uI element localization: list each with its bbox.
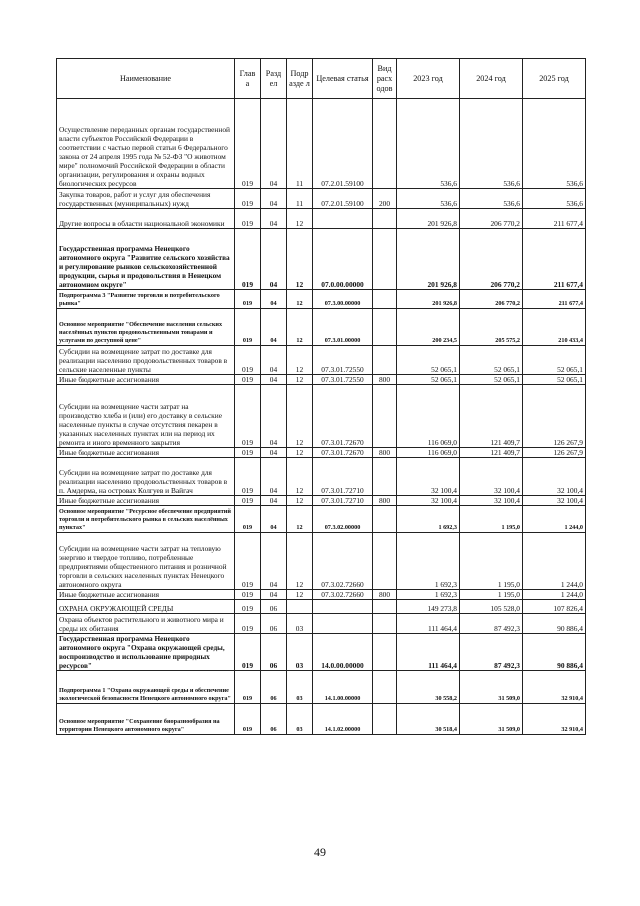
row-razdel: 06 [261,634,287,671]
row-value-2023: 1 692,3 [397,533,460,590]
row-target-article: 14.1.02.00000 [313,704,373,735]
row-expense-type [373,209,397,229]
row-razdel: 04 [261,533,287,590]
row-value-2023: 52 065,1 [397,346,460,375]
row-razdel: 04 [261,385,287,448]
row-value-2024: 105 528,0 [460,600,523,614]
row-name: Иные бюджетные ассигнования [57,496,235,506]
row-value-2025: 1 244,0 [523,506,586,533]
row-razdel: 04 [261,590,287,600]
row-value-2025: 211 677,4 [523,209,586,229]
row-value-2023: 1 692,3 [397,590,460,600]
row-podrazdel: 12 [287,375,313,385]
table-row [57,614,586,634]
table-row [57,533,586,590]
row-value-2024: 206 770,2 [460,290,523,309]
row-podrazdel: 11 [287,189,313,209]
row-expense-type [373,600,397,614]
row-razdel: 04 [261,189,287,209]
row-razdel: 06 [261,600,287,614]
row-expense-type [373,634,397,671]
row-podrazdel: 12 [287,229,313,290]
row-expense-type: 800 [373,375,397,385]
row-podrazdel: 11 [287,99,313,189]
table-row [57,671,586,704]
row-value-2024: 87 492,3 [460,634,523,671]
row-value-2025: 1 244,0 [523,590,586,600]
row-expense-type [373,458,397,496]
row-razdel: 04 [261,346,287,375]
table-row [57,99,586,189]
table-row [57,704,586,735]
row-expense-type [373,704,397,735]
row-name: Охрана объектов растительного и животного мира и среды их обитания [57,614,235,634]
table-row [57,229,586,290]
row-podrazdel: 12 [287,290,313,309]
row-expense-type: 200 [373,189,397,209]
row-name: Субсидии на возмещение затрат по доставке для реализации населению продовольственных товаров в сельские населенные пункты [57,346,235,375]
row-name: Закупка товаров, работ и услуг для обеспечения государственных (муниципальных) нужд [57,189,235,209]
row-value-2025: 211 677,4 [523,290,586,309]
row-name: Иные бюджетные ассигнования [57,375,235,385]
row-glava: 019 [235,590,261,600]
row-target-article [313,600,373,614]
row-razdel: 04 [261,496,287,506]
row-name: Государственная программа Ненецкого автономного округа "Развитие сельского хозяйства и регулирование рынков сельскохозяйственной продукции, сырья и продовольствия в Ненецком автономном округе" [57,229,235,290]
row-target-article [313,614,373,634]
row-glava: 019 [235,458,261,496]
row-podrazdel: 12 [287,590,313,600]
row-razdel: 04 [261,290,287,309]
row-expense-type [373,385,397,448]
row-glava: 019 [235,229,261,290]
row-value-2023: 30 558,2 [397,671,460,704]
row-podrazdel: 03 [287,704,313,735]
table-row [57,458,586,496]
row-name: Основное мероприятие "Ресурсное обеспечение предприятий торговли и потребительского рынка в сельских населённых пунктах" [57,506,235,533]
row-value-2024: 205 575,2 [460,309,523,346]
table-row [57,385,586,448]
row-value-2025: 211 677,4 [523,229,586,290]
table-row [57,346,586,375]
row-podrazdel: 12 [287,385,313,448]
row-value-2024: 32 100,4 [460,496,523,506]
row-expense-type [373,229,397,290]
row-target-article: 07.0.00.00000 [313,229,373,290]
row-razdel: 04 [261,506,287,533]
row-value-2023: 116 069,0 [397,385,460,448]
row-name: Основное мероприятие "Обеспечение населения сельских населённых пунктов продовольственными товарами и услугами по доступной цене" [57,309,235,346]
row-podrazdel: 12 [287,533,313,590]
table-row [57,309,586,346]
table-body [57,99,586,735]
row-target-article: 14.1.00.00000 [313,671,373,704]
table-row [57,290,586,309]
row-value-2025: 52 065,1 [523,375,586,385]
row-razdel: 04 [261,209,287,229]
row-value-2023: 201 926,8 [397,229,460,290]
row-value-2023: 149 273,8 [397,600,460,614]
header-row [57,59,586,99]
row-glava: 019 [235,614,261,634]
row-podrazdel: 12 [287,506,313,533]
row-value-2024: 536,6 [460,189,523,209]
row-expense-type [373,506,397,533]
row-expense-type: 800 [373,496,397,506]
row-value-2023: 201 926,8 [397,209,460,229]
row-value-2024: 121 409,7 [460,385,523,448]
row-target-article: 07.3.00.00000 [313,290,373,309]
row-value-2023: 32 100,4 [397,496,460,506]
row-name: Другие вопросы в области национальной экономики [57,209,235,229]
row-podrazdel [287,600,313,614]
row-value-2025: 126 267,9 [523,448,586,458]
page-number: 49 [314,845,326,859]
row-razdel: 04 [261,458,287,496]
row-target-article: 07.3.01.72670 [313,448,373,458]
row-glava: 019 [235,209,261,229]
row-expense-type [373,671,397,704]
row-expense-type: 800 [373,590,397,600]
row-value-2023: 201 926,8 [397,290,460,309]
row-glava: 019 [235,309,261,346]
table-row [57,506,586,533]
row-razdel: 04 [261,448,287,458]
row-target-article: 07.3.01.72670 [313,385,373,448]
row-value-2023: 116 069,0 [397,448,460,458]
row-value-2025: 107 826,4 [523,600,586,614]
row-value-2024: 121 409,7 [460,448,523,458]
row-podrazdel: 12 [287,448,313,458]
row-value-2023: 536,6 [397,99,460,189]
row-value-2025: 210 433,4 [523,309,586,346]
row-razdel: 04 [261,375,287,385]
header-podrazdel: Подр азде л [287,59,313,99]
row-glava: 019 [235,533,261,590]
row-podrazdel: 03 [287,634,313,671]
row-name: Осуществление переданных органам государственной власти субъектов Российской Федерации в соответствии с частью первой статьи 6 Федерального закона от 24 апреля 1995 года № 52-ФЗ "О животном мире" полномочий Российской Федерации в области организации, регулирования и охраны водных биологических ресурсов [57,99,235,189]
row-target-article [313,209,373,229]
header-razdel: Разд ел [261,59,287,99]
table-row [57,590,586,600]
row-glava: 019 [235,99,261,189]
row-value-2024: 32 100,4 [460,458,523,496]
table-row [57,448,586,458]
row-name: Государственная программа Ненецкого автономного округа "Охрана окружающей среды, воспроизводство и использование природных ресурсов" [57,634,235,671]
row-value-2024: 206 770,2 [460,209,523,229]
table-row [57,209,586,229]
row-name: Подпрограмма 1 "Охрана окружающей среды и обеспечение экологической безопасности Ненецкого автономного округа" [57,671,235,704]
row-razdel: 06 [261,671,287,704]
row-value-2025: 32 910,4 [523,704,586,735]
row-value-2025: 52 065,1 [523,346,586,375]
row-expense-type [373,99,397,189]
row-expense-type [373,614,397,634]
row-expense-type [373,346,397,375]
row-value-2023: 536,6 [397,189,460,209]
row-value-2025: 32 910,4 [523,671,586,704]
row-glava: 019 [235,496,261,506]
row-value-2024: 31 509,0 [460,671,523,704]
row-glava: 019 [235,671,261,704]
header-expense-type: Вид расх одов [373,59,397,99]
row-glava: 019 [235,634,261,671]
row-value-2025: 32 100,4 [523,496,586,506]
row-glava: 019 [235,189,261,209]
row-value-2024: 52 065,1 [460,375,523,385]
row-value-2024: 1 195,0 [460,590,523,600]
row-target-article: 14.0.00.00000 [313,634,373,671]
row-glava: 019 [235,600,261,614]
row-razdel: 04 [261,309,287,346]
row-expense-type [373,533,397,590]
row-podrazdel: 12 [287,458,313,496]
row-value-2024: 31 509,0 [460,704,523,735]
row-podrazdel: 03 [287,614,313,634]
row-name: Субсидии на возмещение части затрат на тепловую энергию и твердое топливо, потребленные предприятиями общественного питания и розничной торговли в сельских населенных пунктах Ненецкого автономного округа [57,533,235,590]
row-glava: 019 [235,506,261,533]
row-target-article: 07.3.01.72550 [313,346,373,375]
row-value-2023: 1 692,3 [397,506,460,533]
row-value-2023: 32 100,4 [397,458,460,496]
row-value-2024: 206 770,2 [460,229,523,290]
header-target-article: Целевая статья [313,59,373,99]
row-glava: 019 [235,704,261,735]
header-2023: 2023 год [397,59,460,99]
row-value-2024: 1 195,0 [460,506,523,533]
row-expense-type [373,290,397,309]
table-row [57,189,586,209]
row-target-article: 07.3.02.72660 [313,590,373,600]
row-target-article: 07.3.02.72660 [313,533,373,590]
row-razdel: 06 [261,704,287,735]
row-razdel: 04 [261,99,287,189]
header-glava: Глав а [235,59,261,99]
row-value-2023: 52 065,1 [397,375,460,385]
row-target-article: 07.3.02.00000 [313,506,373,533]
row-name: Субсидии на возмещение части затрат на производство хлеба и (или) его доставку в сельские населенные пункты в случае отсутствия пекарен в указанных населенных пунктах или на период их ремонта и иного временного закрытия [57,385,235,448]
row-value-2023: 200 234,5 [397,309,460,346]
row-value-2025: 32 100,4 [523,458,586,496]
header-2024: 2024 год [460,59,523,99]
row-value-2025: 536,6 [523,99,586,189]
row-target-article: 07.2.01.59100 [313,189,373,209]
row-glava: 019 [235,385,261,448]
row-value-2025: 536,6 [523,189,586,209]
header-name: Наименование [57,59,235,99]
row-name: Иные бюджетные ассигнования [57,590,235,600]
row-podrazdel: 12 [287,496,313,506]
row-value-2024: 536,6 [460,99,523,189]
row-razdel: 04 [261,229,287,290]
table-row [57,375,586,385]
row-value-2023: 111 464,4 [397,634,460,671]
row-glava: 019 [235,346,261,375]
table-row [57,600,586,614]
row-expense-type [373,309,397,346]
row-name: Субсидии на возмещение затрат по доставке для реализации населению продовольственных товаров в п. Амдерма, на островах Колгуев и Вайгач [57,458,235,496]
row-name: Основное мероприятие "Сохранение биоразнообразия на территории Ненецкого автономного округа" [57,704,235,735]
row-glava: 019 [235,375,261,385]
row-target-article: 07.2.01.59100 [313,99,373,189]
row-podrazdel: 12 [287,209,313,229]
row-value-2023: 30 518,4 [397,704,460,735]
row-glava: 019 [235,448,261,458]
row-name: Иные бюджетные ассигнования [57,448,235,458]
row-name: ОХРАНА ОКРУЖАЮЩЕЙ СРЕДЫ [57,600,235,614]
row-value-2024: 87 492,3 [460,614,523,634]
row-podrazdel: 03 [287,671,313,704]
row-name: Подпрограмма 3 "Развитие торговли и потребительского рынка" [57,290,235,309]
table-row [57,634,586,671]
row-expense-type: 800 [373,448,397,458]
budget-table [56,58,586,735]
row-value-2025: 90 886,4 [523,614,586,634]
row-target-article: 07.3.01.72710 [313,496,373,506]
row-value-2025: 1 244,0 [523,533,586,590]
row-target-article: 07.3.01.00000 [313,309,373,346]
row-target-article: 07.3.01.72710 [313,458,373,496]
row-podrazdel: 12 [287,309,313,346]
row-value-2024: 52 065,1 [460,346,523,375]
row-value-2025: 126 267,9 [523,385,586,448]
table-row [57,496,586,506]
row-value-2023: 111 464,4 [397,614,460,634]
row-razdel: 06 [261,614,287,634]
row-podrazdel: 12 [287,346,313,375]
row-value-2025: 90 886,4 [523,634,586,671]
row-target-article: 07.3.01.72550 [313,375,373,385]
row-value-2024: 1 195,0 [460,533,523,590]
header-2025: 2025 год [523,59,586,99]
row-glava: 019 [235,290,261,309]
